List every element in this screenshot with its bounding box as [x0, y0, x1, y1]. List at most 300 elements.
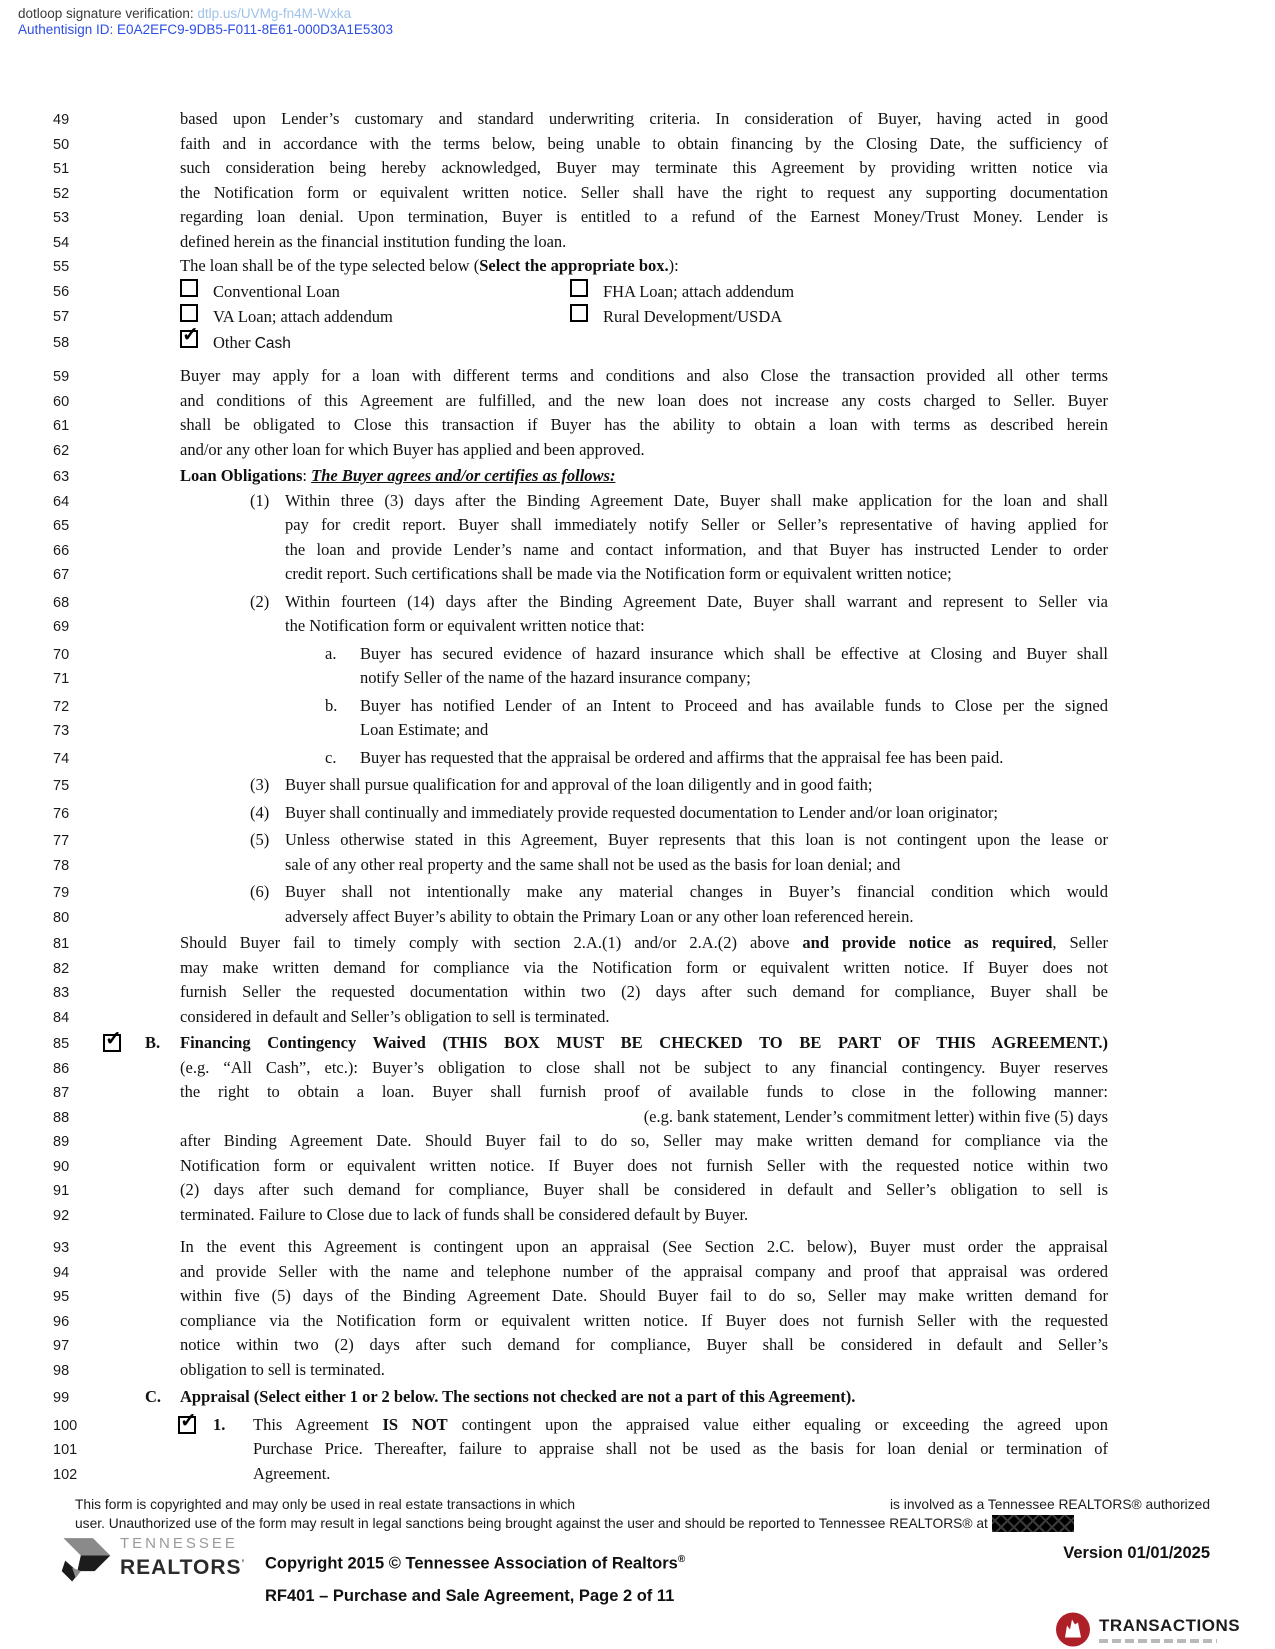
line-number: 65 [53, 518, 70, 534]
tennessee-realtors-logo-text [120, 1536, 245, 1579]
line-number: 49 [53, 112, 70, 128]
line-80 [53, 905, 1213, 930]
text-segment: Within fourteen (14) days after the Binding Agreement Date, Buyer shall warrant and represent to Seller via [285, 591, 1108, 611]
line-number: 57 [53, 309, 70, 325]
text-segment: Agreement. [253, 1463, 331, 1483]
line-content [180, 1333, 1108, 1358]
option-label: FHA Loan; attach addendum [603, 281, 795, 301]
form-id-line: RF401 – Purchase and Sale Agreement, Page 2 of 11 [265, 1586, 675, 1605]
line-marker: B. [145, 1033, 161, 1052]
lone-wolf-icon [1055, 1610, 1091, 1649]
line-content [180, 1203, 1108, 1228]
text-segment: after Binding Agreement Date. Should Buyer fail to do so, Seller may make written demand for compliance via the [180, 1131, 1108, 1150]
line-text [253, 1437, 1108, 1462]
line-number: 66 [53, 542, 70, 559]
line-56 [53, 279, 1213, 305]
line-89 [53, 1129, 1213, 1154]
line-marker: a. [325, 643, 337, 663]
line-60 [53, 389, 1213, 414]
copyright-line: Copyright 2015 © Tennessee Association of Realtors® [265, 1554, 686, 1573]
line-66 [53, 538, 1213, 563]
line-content [180, 1129, 1108, 1154]
line-text [360, 642, 1108, 667]
line-64 [53, 489, 1213, 514]
text-segment: and provide notice as required [802, 933, 1053, 952]
text-segment: adversely affect Buyer’s ability to obtain the Primary Loan or any other loan referenced herein. [285, 906, 914, 926]
text-segment: Loan Obligations [180, 466, 303, 485]
line-number: 88 [53, 1109, 70, 1126]
text-segment: obligation to sell is terminated. [180, 1359, 385, 1379]
line-content [180, 1056, 1108, 1081]
line-text [285, 614, 1108, 639]
footer-legal-line1-right: is involved as a Tennessee REALTORS® authorized [889, 1497, 1210, 1512]
text-segment: based upon Lender’s customary and standard underwriting criteria. In consideration of Buyer, having acted in good [180, 109, 1108, 128]
line-text [285, 513, 1108, 538]
line-70 [53, 642, 1213, 667]
line-content [180, 1309, 1108, 1334]
line-50 [53, 132, 1213, 157]
option-label: Rural Development/USDA [603, 307, 783, 326]
line-number: 52 [53, 185, 70, 202]
line-content [180, 513, 1108, 538]
line-number: 90 [53, 1158, 70, 1175]
line-marker: c. [325, 747, 337, 767]
line-content [180, 828, 1108, 853]
text-segment: The Buyer agrees and/or certifies as follows: [311, 466, 616, 485]
text-segment: Select the appropriate box. [479, 256, 669, 275]
transactions-subtitle-fragment [1099, 1639, 1217, 1643]
text-segment: Other [213, 332, 255, 352]
verification-line [18, 6, 393, 22]
line-text [180, 1358, 1108, 1383]
line-92 [53, 1203, 1213, 1228]
verification-link[interactable]: dtlp.us/UVMg-fn4M-Wxka [197, 6, 352, 21]
line-content [180, 156, 1108, 181]
text-segment: notify Seller of the name of the hazard insurance company; [360, 668, 751, 687]
text-segment: Notification form or equivalent written notice. If Buyer does not furnish Seller with the requested notice within two [180, 1155, 1108, 1175]
line-text [180, 1284, 1108, 1309]
line-84 [53, 1005, 1213, 1030]
line-number: 67 [53, 567, 70, 583]
line-text [180, 1260, 1108, 1285]
text-segment: defined herein as the financial institution funding the loan. [180, 231, 567, 251]
line-86 [53, 1056, 1213, 1081]
line-content [180, 538, 1108, 563]
line-number: 86 [53, 1060, 70, 1077]
line-content [180, 562, 1108, 587]
line-content [180, 330, 1108, 357]
line-text [180, 389, 1108, 414]
line-number: 97 [53, 1338, 70, 1354]
line-number: 58 [53, 334, 70, 351]
line-83 [53, 980, 1213, 1005]
line-94 [53, 1260, 1213, 1285]
text-segment: within five (5) days of the Binding Agreement Date. Should Buyer fail to do so, Seller may make written demand for [180, 1286, 1108, 1305]
line-91 [53, 1178, 1213, 1203]
line-text [285, 590, 1108, 615]
line-number: 78 [53, 857, 70, 874]
line-78 [53, 853, 1213, 878]
text-segment: may make written demand for compliance via the Notification form or equivalent written notice. If Buyer does not [180, 957, 1108, 977]
line-content [180, 980, 1108, 1005]
line-text [360, 718, 1108, 743]
text-segment: considered in default and Seller’s obligation to sell is terminated. [180, 1006, 610, 1026]
line-number: 69 [53, 619, 70, 635]
line-text [180, 438, 1108, 463]
line-text [285, 489, 1108, 514]
line-text [253, 1413, 1108, 1438]
footer-legal-line1 [75, 1496, 1210, 1515]
line-text [180, 1178, 1108, 1203]
line-marker: C. [145, 1387, 162, 1406]
line-76 [53, 801, 1213, 826]
line-61 [53, 413, 1213, 438]
line-text [253, 1462, 1108, 1487]
line-text [180, 1005, 1108, 1030]
document-body [53, 107, 1213, 1486]
line-content [180, 1413, 1108, 1438]
line-63 [53, 464, 1213, 489]
line-number: 51 [53, 161, 70, 177]
line-99 [53, 1385, 1213, 1410]
line-content [180, 1235, 1108, 1260]
line-content [180, 107, 1108, 132]
line-number: 75 [53, 778, 70, 794]
line-number: 84 [53, 1009, 70, 1026]
line-content [180, 642, 1108, 667]
line-content [180, 746, 1108, 771]
text-segment: (e.g. bank statement, Lender’s commitment letter) within five (5) days [643, 1106, 1108, 1126]
line-text [180, 980, 1108, 1005]
line-65 [53, 513, 1213, 538]
line-marker: (6) [250, 882, 270, 901]
line-content [180, 1284, 1108, 1309]
line-content [180, 438, 1108, 463]
line-text [180, 364, 1108, 389]
line-number: 99 [53, 1390, 70, 1406]
line-93 [53, 1235, 1213, 1260]
line-text [180, 132, 1108, 157]
checkbox[interactable] [178, 1416, 196, 1434]
checkbox[interactable] [103, 1034, 121, 1052]
line-content [180, 931, 1108, 956]
line-text [180, 181, 1108, 206]
line-53 [53, 205, 1213, 230]
line-number: 61 [53, 418, 70, 434]
line-content [180, 801, 1108, 826]
line-100 [53, 1413, 1213, 1438]
line-content [180, 181, 1108, 206]
line-number: 93 [53, 1240, 70, 1256]
line-75 [53, 773, 1213, 798]
option-label: Conventional Loan [213, 281, 340, 301]
line-text [360, 746, 1108, 771]
text-segment: contingent upon the appraised value either equaling or exceeding the agreed upon [447, 1414, 1108, 1434]
line-text [285, 773, 1108, 798]
text-segment: Within three (3) days after the Binding Agreement Date, Buyer shall make application for the loan and shall [285, 490, 1108, 510]
line-85 [53, 1031, 1213, 1056]
line-number: 56 [53, 283, 70, 300]
line-number: 96 [53, 1313, 70, 1330]
line-content [180, 590, 1108, 615]
line-text [285, 880, 1108, 905]
line-content [180, 279, 1108, 305]
line-content [180, 489, 1108, 514]
verification-label: dotloop signature verification: [18, 6, 198, 21]
line-content [180, 132, 1108, 157]
line-marker: (4) [250, 802, 270, 822]
line-number: 77 [53, 833, 70, 849]
text-segment: shall be obligated to Close this transaction if Buyer has the ability to obtain a loan with terms as described herein [180, 415, 1108, 434]
line-content [145, 1385, 1108, 1410]
line-57 [53, 304, 1213, 330]
version-label: Version 01/01/2025 [1063, 1544, 1210, 1562]
line-text [180, 931, 1108, 956]
line-text [180, 254, 1108, 279]
line-68 [53, 590, 1213, 615]
line-101 [53, 1437, 1213, 1462]
signature-verification-header [18, 6, 393, 37]
text-segment: Purchase Price. Thereafter, failure to appraise shall not be used as the basis for loan denial or termination of [253, 1439, 1108, 1458]
line-88 [53, 1105, 1213, 1130]
line-79 [53, 880, 1213, 905]
text-segment: terminated. Failure to Close due to lack of funds shall be considered default by Buyer. [180, 1204, 749, 1224]
text-segment: : [302, 466, 312, 485]
line-text [180, 1309, 1108, 1334]
text-segment: This Agreement [253, 1414, 383, 1434]
checkbox[interactable] [570, 279, 588, 297]
text-segment: furnish Seller the requested documentation within two (2) days after such demand for compliance, Buyer shall be [180, 982, 1108, 1001]
line-52 [53, 181, 1213, 206]
loan-type-option [570, 279, 1108, 305]
option-label [213, 331, 291, 357]
line-number: 80 [53, 909, 70, 926]
text-segment: (2) days after such demand for compliance, Buyer shall be considered in default and Seller’s obligation to sell is [180, 1180, 1108, 1199]
text-segment: Buyer shall not intentionally make any material changes in Buyer’s financial condition which would [285, 882, 1108, 901]
line-text [180, 1333, 1108, 1358]
line-marker: (2) [250, 591, 270, 611]
line-51 [53, 156, 1213, 181]
line-marker: 1. [213, 1414, 226, 1434]
line-number: 95 [53, 1289, 70, 1305]
line-number: 85 [53, 1036, 70, 1052]
line-content [180, 1154, 1108, 1179]
line-text [180, 156, 1108, 181]
checkbox[interactable] [180, 304, 198, 322]
line-text [180, 205, 1108, 230]
redacted-contact-box [992, 1515, 1074, 1532]
line-number: 89 [53, 1134, 70, 1150]
line-text [180, 1129, 1108, 1154]
text-segment: (e.g. “All Cash”, etc.): Buyer’s obligation to close shall not be subject to any financial contingency. Buyer reserves [180, 1057, 1108, 1077]
text-segment: IS NOT [382, 1414, 448, 1434]
line-text [180, 230, 1108, 255]
line-text [180, 1080, 1108, 1105]
line-97 [53, 1333, 1213, 1358]
line-number: 59 [53, 369, 70, 385]
text-segment: ): [668, 256, 679, 275]
transactions-logo-text [1099, 1617, 1240, 1643]
brand-tennessee: TENNESSEE [120, 1535, 238, 1552]
line-number: 83 [53, 985, 70, 1001]
line-text [285, 538, 1108, 563]
checkbox[interactable] [180, 279, 198, 297]
line-text [180, 107, 1108, 132]
line-content [180, 1178, 1108, 1203]
line-67 [53, 562, 1213, 587]
text-segment: regarding loan denial. Upon termination, Buyer is entitled to a refund of the Earnest Money/Trust Money. Lender is [180, 207, 1108, 226]
line-text [180, 956, 1108, 981]
line-number: 53 [53, 210, 70, 226]
line-59 [53, 364, 1213, 389]
line-content [180, 1358, 1108, 1383]
text-segment: Buyer has requested that the appraisal be ordered and affirms that the appraisal fee has been paid. [360, 747, 1004, 767]
line-content [180, 1080, 1108, 1105]
line-content [180, 905, 1108, 930]
line-marker: (1) [250, 490, 270, 510]
line-number: 50 [53, 136, 70, 153]
checkbox[interactable] [570, 304, 588, 322]
footer-legal-line2-text: user. Unauthorized use of the form may result in legal sanctions being brought against the user and should be reported to Tennessee REALTORS® at [75, 1515, 992, 1531]
text-segment: Unless otherwise stated in this Agreement, Buyer represents that this loan is not contingent upon the lease or [285, 830, 1108, 849]
text-segment: Should Buyer fail to timely comply with section 2.A.(1) and/or 2.A.(2) above [180, 933, 803, 952]
line-content [180, 230, 1108, 255]
line-55 [53, 254, 1213, 279]
text-segment: faith and in accordance with the terms below, being unable to obtain financing by the Closing Date, the sufficiency of [180, 133, 1108, 153]
line-81 [53, 931, 1213, 956]
line-number: 54 [53, 234, 70, 251]
line-number: 70 [53, 646, 70, 663]
text-segment: pay for credit report. Buyer shall immediately notify Seller or Seller’s representative of having applied for [285, 515, 1108, 534]
line-102 [53, 1462, 1213, 1487]
line-number: 63 [53, 469, 70, 485]
line-text [180, 1056, 1108, 1081]
line-content [145, 1031, 1108, 1056]
line-text [180, 1031, 1108, 1056]
line-text [285, 562, 1108, 587]
loan-type-option [570, 304, 1108, 330]
line-content [180, 666, 1108, 691]
text-segment: Buyer shall pursue qualification for and approval of the loan diligently and in good faith; [285, 775, 873, 794]
line-54 [53, 230, 1213, 255]
text-segment: Cash [254, 334, 291, 352]
line-number: 102 [53, 1466, 78, 1483]
footer-legal [75, 1496, 1210, 1533]
footer-copyright [265, 1544, 685, 1612]
line-content [180, 1437, 1108, 1462]
authentisign-id: Authentisign ID: E0A2EFC9-9DB5-F011-8E61-000D3A1E5303 [18, 21, 393, 37]
checkbox[interactable] [180, 330, 198, 348]
line-content [180, 464, 1108, 489]
text-segment: credit report. Such certifications shall be made via the Notification form or equivalent written notice; [285, 564, 952, 583]
line-content [180, 304, 1108, 330]
text-segment: Buyer may apply for a loan with different terms and conditions and also Close the transaction provided all other terms [180, 366, 1108, 385]
line-number: 82 [53, 960, 70, 977]
line-number: 91 [53, 1183, 70, 1199]
tennessee-realtors-logo [60, 1536, 245, 1594]
line-text [180, 1203, 1108, 1228]
line-number: 60 [53, 393, 70, 410]
loan-type-option [180, 304, 570, 330]
text-segment: compliance via the Notification form or equivalent written notice. If Buyer does not furnish Seller with the requested [180, 1310, 1108, 1330]
line-content [180, 205, 1108, 230]
line-77 [53, 828, 1213, 853]
line-number: 55 [53, 259, 70, 275]
line-content [180, 389, 1108, 414]
text-segment: the right to obtain a loan. Buyer shall furnish proof of available funds to close in the following manner: [180, 1082, 1108, 1101]
line-marker: b. [325, 695, 338, 715]
line-content [180, 1105, 1108, 1130]
tennessee-realtors-logo-mark [60, 1536, 112, 1594]
text-segment: the Notification form or equivalent written notice. Seller shall have the right to request any supporting documentation [180, 182, 1108, 202]
loan-type-option [180, 279, 570, 305]
line-content [180, 718, 1108, 743]
brand-realtors: REALTORS’ [120, 1556, 246, 1579]
line-number: 73 [53, 723, 70, 739]
text-segment: Buyer has secured evidence of hazard insurance which shall be effective at Closing and Buyer shall [360, 643, 1108, 663]
text-segment: Buyer shall continually and immediately provide requested documentation to Lender and/or loan originator; [285, 802, 998, 822]
line-text [285, 853, 1108, 878]
text-segment: and conditions of this Agreement are fulfilled, and the new loan does not increase any costs charged to Seller. Buyer [180, 390, 1108, 410]
line-87 [53, 1080, 1213, 1105]
line-49 [53, 107, 1213, 132]
line-text [180, 1385, 1108, 1410]
line-number: 62 [53, 442, 70, 459]
footer-legal-line2 [75, 1515, 1210, 1534]
line-number: 79 [53, 885, 70, 901]
line-content [180, 1462, 1108, 1487]
line-text [285, 801, 1108, 826]
line-content [180, 853, 1108, 878]
line-number: 72 [53, 698, 70, 715]
line-content [180, 254, 1108, 279]
option-label: VA Loan; attach addendum [213, 307, 393, 326]
text-segment: the loan and provide Lender’s name and contact information, and that Buyer has instructed Lender to order [285, 539, 1108, 559]
line-marker: (5) [250, 830, 270, 849]
text-segment: and provide Seller with the name and telephone number of the appraisal company and proof that appraisal was ordered [180, 1261, 1108, 1281]
text-segment: The loan shall be of the type selected below ( [180, 256, 480, 275]
transactions-label: TRANSACTIONS [1099, 1616, 1241, 1635]
text-segment: sale of any other real property and the same shall not be used as the basis for loan denial; and [285, 854, 901, 874]
line-text [180, 464, 1108, 489]
text-segment: Buyer has notified Lender of an Intent to Proceed and has available funds to Close per the signed [360, 695, 1108, 715]
line-content [180, 880, 1108, 905]
footer-legal-line1-left: This form is copyrighted and may only be used in real estate transactions in which [75, 1497, 576, 1512]
line-text [285, 828, 1108, 853]
line-marker: (3) [250, 775, 270, 794]
line-74 [53, 746, 1213, 771]
line-text [360, 694, 1108, 719]
line-number: 81 [53, 936, 70, 952]
transactions-logo [1055, 1610, 1240, 1649]
line-96 [53, 1309, 1213, 1334]
text-segment: Loan Estimate; and [360, 720, 489, 739]
line-number: 98 [53, 1362, 70, 1379]
line-62 [53, 438, 1213, 463]
text-segment: the Notification form or equivalent written notice that: [285, 616, 645, 635]
line-content [180, 1005, 1108, 1030]
line-text [180, 1235, 1108, 1260]
line-number: 87 [53, 1085, 70, 1101]
line-number: 64 [53, 493, 70, 510]
line-content [180, 364, 1108, 389]
line-text [360, 666, 1108, 691]
text-segment: such consideration being hereby acknowledged, Buyer may terminate this Agreement by providing written notice via [180, 158, 1108, 177]
text-segment: notice within two (2) days after such demand for compliance, Buyer shall be considered in default and Seller’s [180, 1335, 1108, 1354]
line-90 [53, 1154, 1213, 1179]
line-content [180, 1260, 1108, 1285]
registered-mark: ® [677, 1554, 686, 1565]
